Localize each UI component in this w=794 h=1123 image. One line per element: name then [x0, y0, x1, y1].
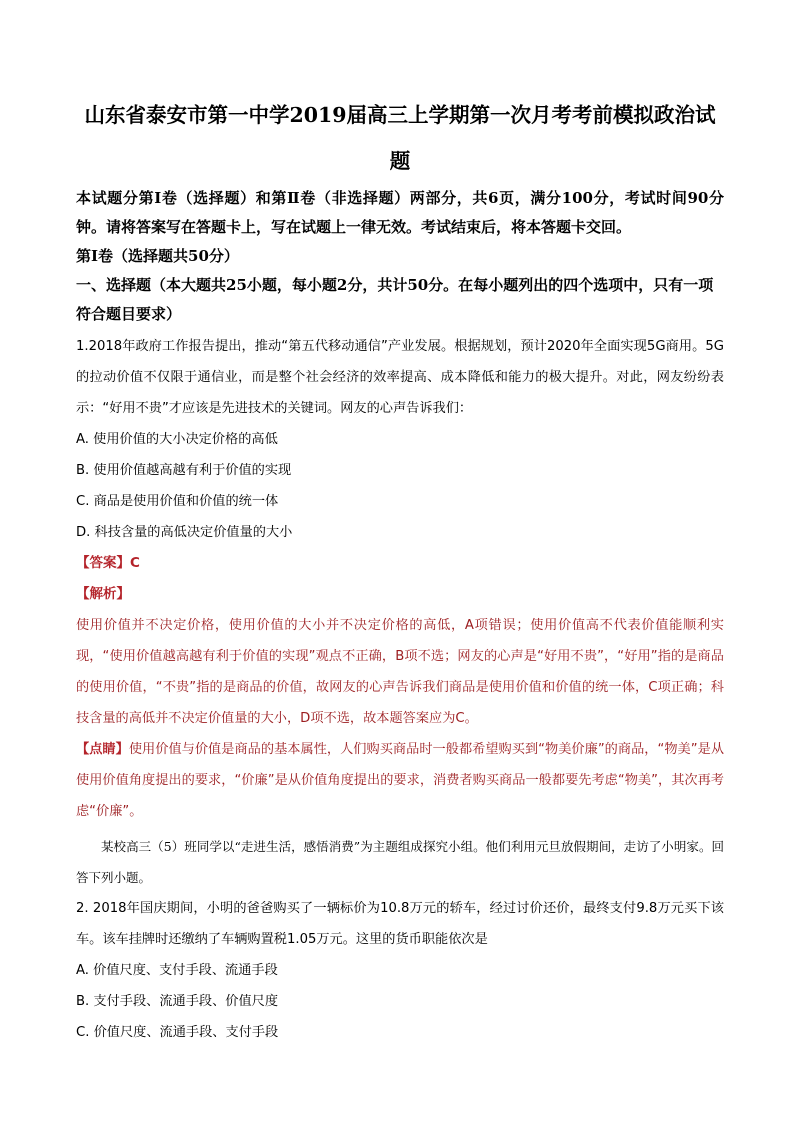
question-1-stem: 1.2018年政府工作报告提出，推动“第五代移动通信”产业发展。根据规划，预计2020年全面实现5G商用。5G的拉动价值不仅限于通信业，而是整个社会经济的效率提高、成本降低和能力的极大提升。对此，网友纷纷表示：“好用不贵”才应该是先进技术的关键词。网友的心声告诉我们： — [76, 339, 724, 416]
question-2-option-c: C. 价值尺度、流通手段、支付手段 — [76, 1025, 279, 1040]
question-1-option-c: C. 商品是使用价值和价值的统一体 — [76, 494, 279, 509]
title-line-1: 山东省泰安市第一中学2019届高三上学期第一次月考考前模拟政治试 — [84, 103, 716, 127]
title-line-2: 题 — [389, 149, 411, 173]
section1-heading: 一、选择题（本大题共25小题，每小题2分，共计50分。在每小题列出的四个选项中，只有一项符合题目要求） — [76, 276, 714, 323]
question-2-stem: 2. 2018年国庆期间，小明的爸爸购买了一辆标价为10.8万元的轿车，经过讨价还价，最终支付9.8万元买下该车。该车挂牌时还缴纳了车辆购置税1.05万元。这里的货币职能依次是 — [76, 901, 724, 947]
analysis-text: 使用价值并不决定价格，使用价值的大小并不决定价格的高低，A项错误；使用价值高不代表价值能顺利实现，“使用价值越高越有利于价值的实现”观点不正确，B项不选；网友的心声是“好用不贵”，“好用”指的是商品的使用价值，“不贵”指的是商品的价值，故网友的心声告诉我们商品是使用价值和价值的统一体，C项正确；科技含量的高低并不决定价值量的大小，D项不选，故本题答案应为C。 — [76, 618, 724, 726]
exam-page — [76, 92, 724, 1048]
answer-line — [76, 548, 724, 579]
part1-heading: 第Ⅰ卷（选择题共50分） — [76, 247, 239, 265]
page-title — [76, 92, 724, 184]
question-1-option-d: D. 科技含量的高低决定价值量的大小 — [76, 525, 293, 540]
analysis-label: 【解析】 — [76, 586, 130, 602]
question-2-option-b: B. 支付手段、流通手段、价值尺度 — [76, 994, 279, 1009]
question-2-option-a: A. 价值尺度、支付手段、流通手段 — [76, 963, 278, 978]
dianjing-paragraph — [76, 734, 724, 827]
question-1-option-a: A. 使用价值的大小决定价格的高低 — [76, 432, 278, 447]
question-1 — [76, 331, 724, 827]
answer-label: 【答案】 — [76, 555, 130, 571]
question-1-option-b: B. 使用价值越高越有利于价值的实现 — [76, 463, 292, 478]
answer-value: C — [130, 555, 140, 571]
exam-instructions: 本试题分第Ⅰ卷（选择题）和第Ⅱ卷（非选择题）两部分，共6页，满分100分，考试时间90分钟。请将答案写在答题卡上，写在试题上一律无效。考试结束后，将本答题卡交回。 — [76, 189, 724, 236]
question-2 — [76, 893, 724, 1048]
material-intro: 某校高三（5）班同学以“走进生活，感悟消费”为主题组成探究小组。他们利用元旦放假期间，走访了小明家。回答下列小题。 — [76, 839, 724, 885]
dianjing-label: 【点睛】 — [76, 742, 129, 757]
dianjing-text: 使用价值与价值是商品的基本属性，人们购买商品时一般都希望购买到“物美价廉”的商品，“物美”是从使用价值角度提出的要求，“价廉”是从价值角度提出的要求，消费者购买商品一般都要先考虑“物美”，其次再考虑“价廉”。 — [76, 742, 725, 819]
